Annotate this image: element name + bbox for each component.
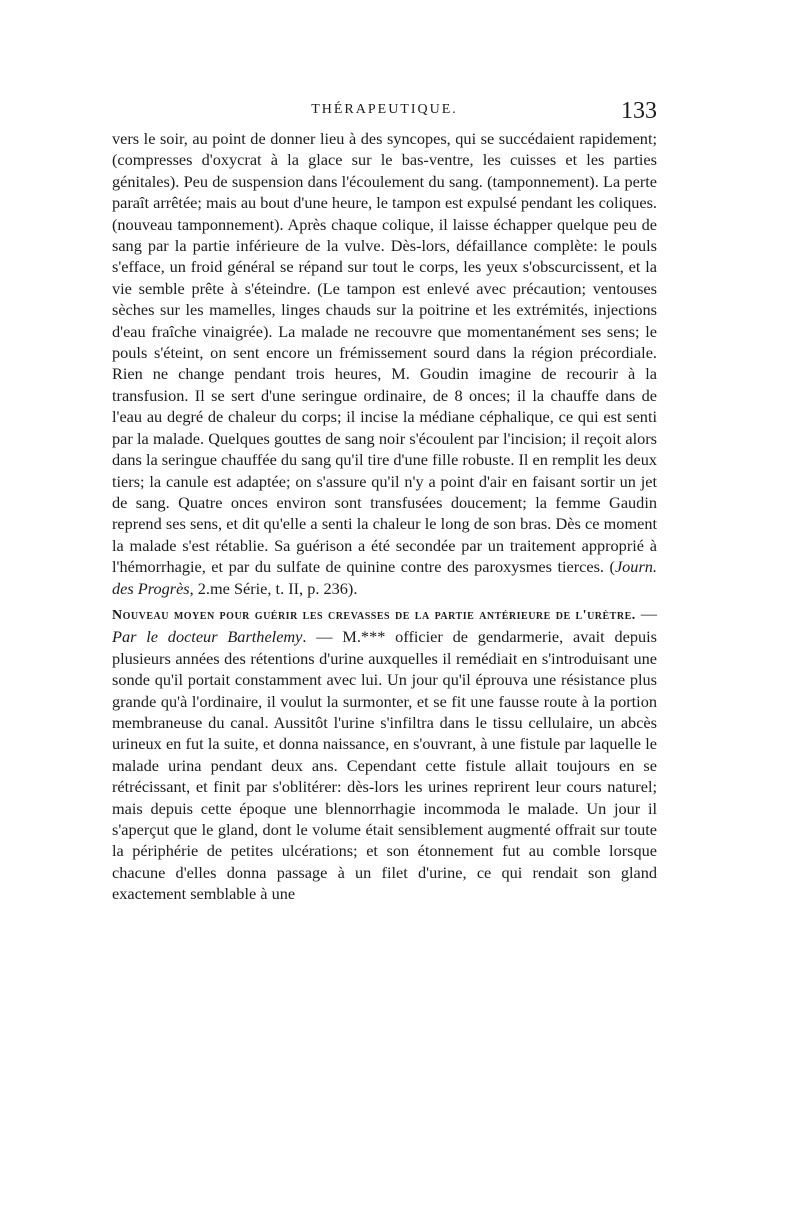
page-number: 133 <box>621 98 657 124</box>
running-title: THÉRAPEUTIQUE. <box>311 102 458 117</box>
paragraph-text: vers le soir, au point de donner lieu à des syncopes, qui se succédaient rapidement; (compresses d'oxycrat à la glace sur le bas-ventre, les cuisses et les parties génitales). Peu de suspension dans l'écoulement du sang. (tamponnement). La perte paraît arrêtée; mais au bout d'une heure, le tampon est expulsé pendant les coliques. (nouveau tamponnement). Après chaque colique, il laisse échapper quelque peu de sang par la partie inférieure de la vulve. Dès-lors, défaillance complète: le pouls s'efface, un froid général se répand sur tout le corps, les yeux s'obscurcissent, et la vie semble prête à s'éteindre. (Le tampon est enlevé avec précaution; ventouses sèches sur les mamelles, linges chauds sur la poitrine et les extrémités, injections d'eau fraîche vinaigrée). La malade ne recouvre que momentanément ses sens; le pouls s'éteint, on sent encore un frémissement sourd dans la région précordiale. Rien ne change pendant trois heures, M. Goudin imagine de recourir à la transfusion. Il se sert d'une seringue ordinaire, de 8 onces; il la chauffe dans de l'eau au degré de chaleur du corps; il incise la médiane céphalique, ce qui est senti par la malade. Quelques gouttes de sang noir s'écoulent par l'incision; il reçoit alors dans la seringue chauffée du sang qu'il tire d'une fille robuste. Il en remplit les deux tiers; la canule est adaptée; on s'assure qu'il n'y a point d'air en faisant sortir un jet de sang. Quatre onces environ sont transfusées doucement; la femme Gaudin reprend ses sens, et dit qu'elle a senti la chaleur le long de son bras. Dès ce moment la malade s'est rétablie. Sa guérison a été secondée par un traitement approprié à l'hémorrhagie, et par du sulfate de quinine contre des paroxysmes tierces. ( <box>112 129 658 577</box>
article-text: . — M.*** officier de gendarmerie, avait depuis plusieurs années des rétentions d'urine auxquelles il remédiait en s'introduisant une sonde qu'il portait constamment avec lui. Un jour qu'il éprouva une résistance plus grande qu'à l'ordinaire, il voulut la surmonter, et se fit une fausse route à la portion membraneuse du canal. Aussitôt l'urine s'infiltra dans le tissu cellulaire, un abcès urineux en fut la suite, et donna naissance, en s'ouvrant, à une fistule par laquelle le malade urina pendant deux ans. Cependant cette fistule allait toujours en se rétrécissant, et finit par s'oblitérer: dès-lors les urines reprirent leur cours naturel; mais depuis cette époque une blennorrhagie incommoda le malade. Un jour il s'aperçut que le gland, dont le volume était sensiblement augmenté offrait sur toute la périphérie de petites ulcérations; et son étonnement fut au comble lorsque chacune d'elles donna passage à un filet d'urine, ce qui rendait son gland exactement semblable à une <box>112 627 657 904</box>
paragraph-transfusion-case <box>112 128 657 599</box>
heading-dash: — <box>635 603 657 623</box>
citation-details: , 2.me Série, t. II, p. 236). <box>189 578 358 598</box>
body-text <box>112 128 657 905</box>
running-header <box>112 98 657 128</box>
article-author: Par le docteur Barthelemy <box>112 627 303 647</box>
citation-journal: Journ. des Progrès <box>112 557 657 598</box>
article-paragraph <box>112 603 657 905</box>
article-heading: Nouveau moyen pour guérir les crevasses de la partie antérieure de l'urètre. <box>112 607 636 623</box>
